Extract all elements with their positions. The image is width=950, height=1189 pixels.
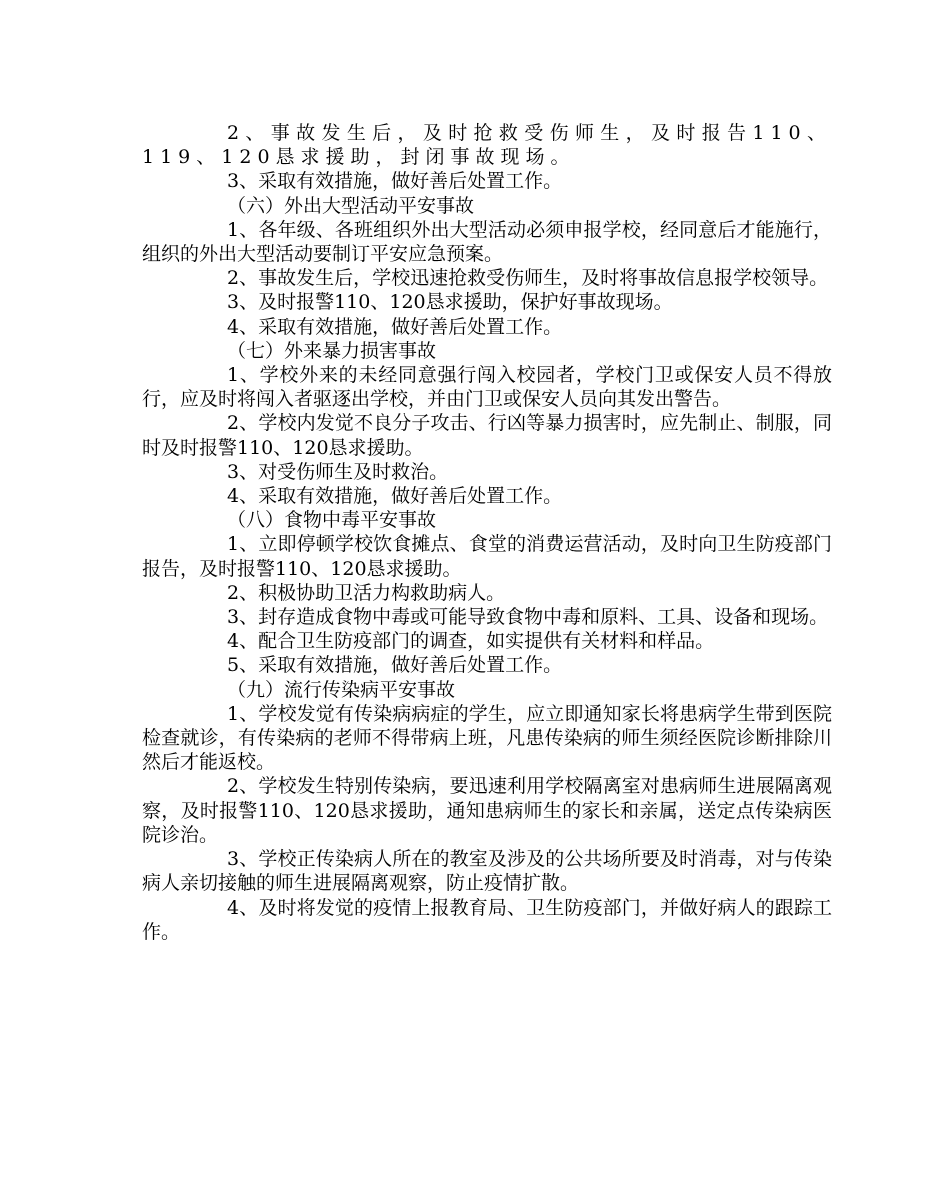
paragraph: 1、学校发觉有传染病病症的学生，应立即通知家长将患病学生带到医院检查就诊，有传染病的老师不得带病上班，凡患传染病的师生须经医院诊断排除川然后才能返校。 bbox=[142, 702, 832, 774]
paragraph: 1、各年级、各班组织外出大型活动必须申报学校，经同意后才能施行，组织的外出大型活动要制订平安应急预案。 bbox=[142, 218, 832, 266]
paragraph: 1、立即停顿学校饮食摊点、食堂的消费运营活动，及时向卫生防疫部门报告，及时报警110、120恳求援助。 bbox=[142, 533, 832, 580]
section-heading: （八）食物中毒平安事故 bbox=[227, 509, 437, 532]
section-heading: （六）外出大型活动平安事故 bbox=[227, 194, 475, 217]
paragraph: 4、采取有效措施，做好善后处置工作。 bbox=[227, 315, 563, 338]
paragraph: 2、积极协助卫活力构救助病人。 bbox=[227, 581, 506, 604]
paragraph: 3、及时报警110、120恳求援助，保护好事故现场。 bbox=[227, 291, 673, 314]
paragraph: 1、学校外来的未经同意强行闯入校园者，学校门卫或保安人员不得放行，应及时将闯入者驱逐出学校，并由门卫或保安人员向其发出警告。 bbox=[142, 364, 832, 411]
paragraph: 2、事故发生后，学校迅速抢救受伤师生，及时将事故信息报学校领导。 bbox=[227, 267, 829, 290]
paragraph: 2、事故发生后，及时抢救受伤师生，及时报告110、119、120恳求援助，封闭事故现场。 bbox=[142, 122, 832, 169]
paragraph: 3、学校正传染病人所在的教室及涉及的公共场所要及时消毒，对与传染病人亲切接触的师生进展隔离观察，防止疫情扩散。 bbox=[142, 848, 832, 895]
paragraph: 4、采取有效措施，做好善后处置工作。 bbox=[227, 485, 563, 508]
paragraph: 3、封存造成食物中毒或可能导致食物中毒和原料、工具、设备和现场。 bbox=[227, 606, 829, 629]
paragraph: 2、学校内发觉不良分子攻击、行凶等暴力损害时，应先制止、制服，同时及时报警110、120恳求援助。 bbox=[142, 412, 832, 459]
paragraph: 4、配合卫生防疫部门的调查，如实提供有关材料和样品。 bbox=[227, 630, 715, 653]
section-heading: （九）流行传染病平安事故 bbox=[227, 678, 456, 701]
paragraph: 4、及时将发觉的疫情上报教育局、卫生防疫部门，并做好病人的跟踪工作。 bbox=[142, 896, 832, 943]
document-page bbox=[142, 121, 832, 944]
paragraph: 5、采取有效措施，做好善后处置工作。 bbox=[227, 654, 563, 677]
paragraph: 3、采取有效措施，做好善后处置工作。 bbox=[227, 170, 563, 193]
paragraph: 2、学校发生特别传染病，要迅速利用学校隔离室对患病师生进展隔离观察，及时报警110、120恳求援助，通知患病师生的家长和亲属，送定点传染病医院诊治。 bbox=[142, 775, 832, 846]
paragraph: 3、对受伤师生及时救治。 bbox=[227, 460, 449, 483]
section-heading: （七）外来暴力损害事故 bbox=[227, 339, 437, 362]
